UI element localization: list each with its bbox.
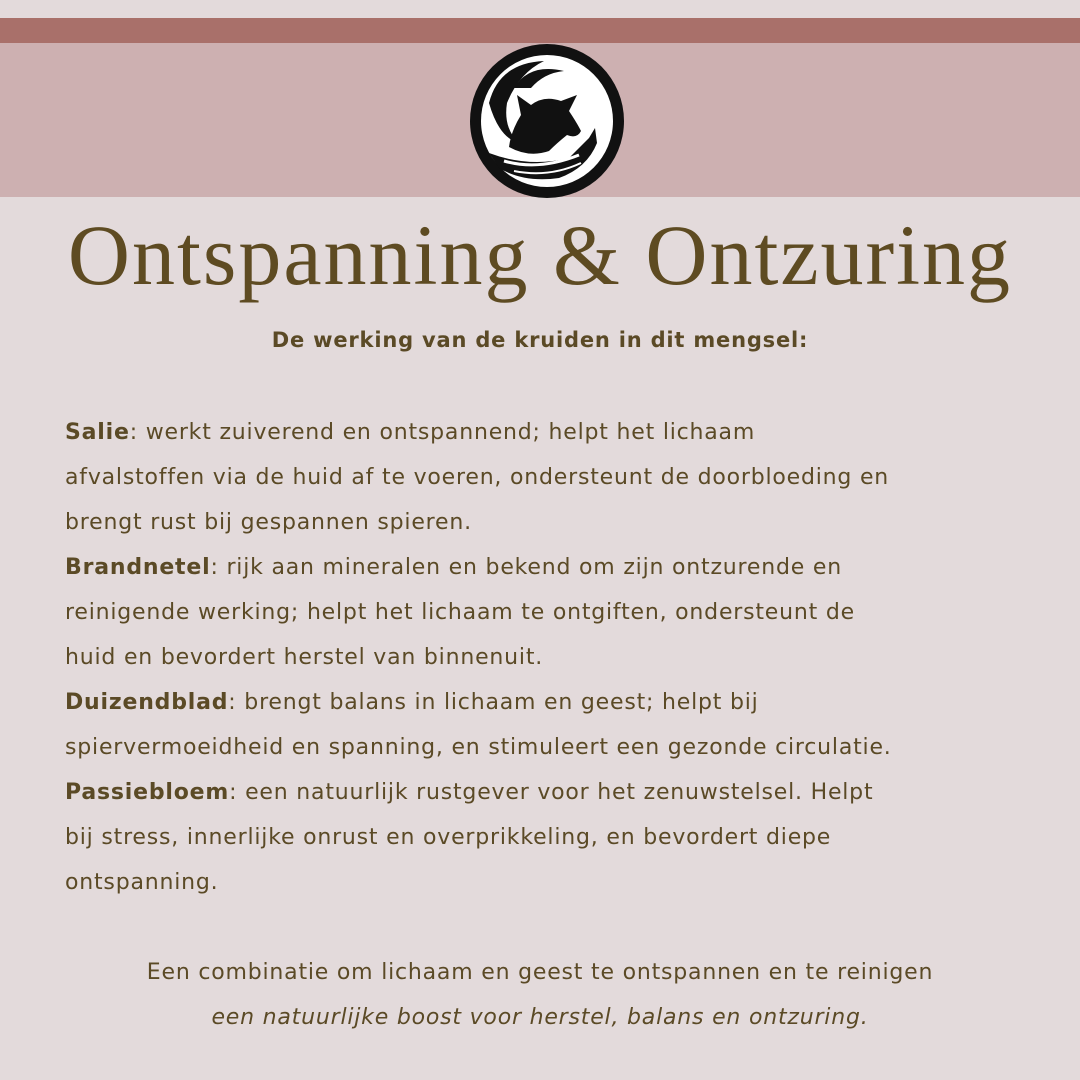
footer-line: Een combinatie om lichaam en geest te ontspannen en te reinigen bbox=[146, 960, 934, 985]
herb-text: : brengt balans in lichaam en geest; helpt bij bbox=[228, 690, 759, 715]
herb-text: : een natuurlijk rustgever voor het zenuwstelsel. Helpt bbox=[229, 780, 874, 805]
herb-text: : rijk aan mineralen en bekend om zijn ontzurende en bbox=[210, 555, 842, 580]
herb-list bbox=[65, 410, 1065, 905]
top-accent-band bbox=[0, 18, 1080, 43]
herb-term: Salie bbox=[65, 420, 130, 445]
page-title: Ontspanning & Ontzuring bbox=[67, 207, 1013, 303]
herb-text: brengt rust bij gespannen spieren. bbox=[65, 510, 472, 535]
herb-term: Brandnetel bbox=[65, 555, 211, 580]
subtitle: De werking van de kruiden in dit mengsel: bbox=[271, 328, 809, 352]
herb-text: afvalstoffen via de huid af te voeren, ondersteunt de doorbloeding en bbox=[65, 465, 890, 490]
footer bbox=[0, 950, 1080, 1040]
herb-term: Passiebloem bbox=[65, 780, 230, 805]
herb-term: Duizendblad bbox=[65, 690, 229, 715]
herb-text: huid en bevordert herstel van binnenuit. bbox=[65, 645, 544, 670]
footer-tagline: een natuurlijke boost voor herstel, balans en ontzuring. bbox=[211, 1005, 869, 1030]
herb-item-brandnetel bbox=[65, 545, 1065, 680]
herb-text: ontspanning. bbox=[65, 870, 219, 895]
herb-item-duizendblad bbox=[65, 680, 1065, 770]
herb-text: : werkt zuiverend en ontspannend; helpt het lichaam bbox=[129, 420, 756, 445]
herb-text: spiervermoeidheid en spanning, en stimuleert een gezonde circulatie. bbox=[65, 735, 892, 760]
herb-text: bij stress, innerlijke onrust en overprikkeling, en bevordert diepe bbox=[65, 825, 832, 850]
herb-item-passiebloem bbox=[65, 770, 1065, 905]
goat-logo-icon bbox=[469, 43, 625, 199]
herb-text: reinigende werking; helpt het lichaam te ontgiften, ondersteunt de bbox=[65, 600, 855, 625]
herb-item-salie bbox=[65, 410, 1065, 545]
